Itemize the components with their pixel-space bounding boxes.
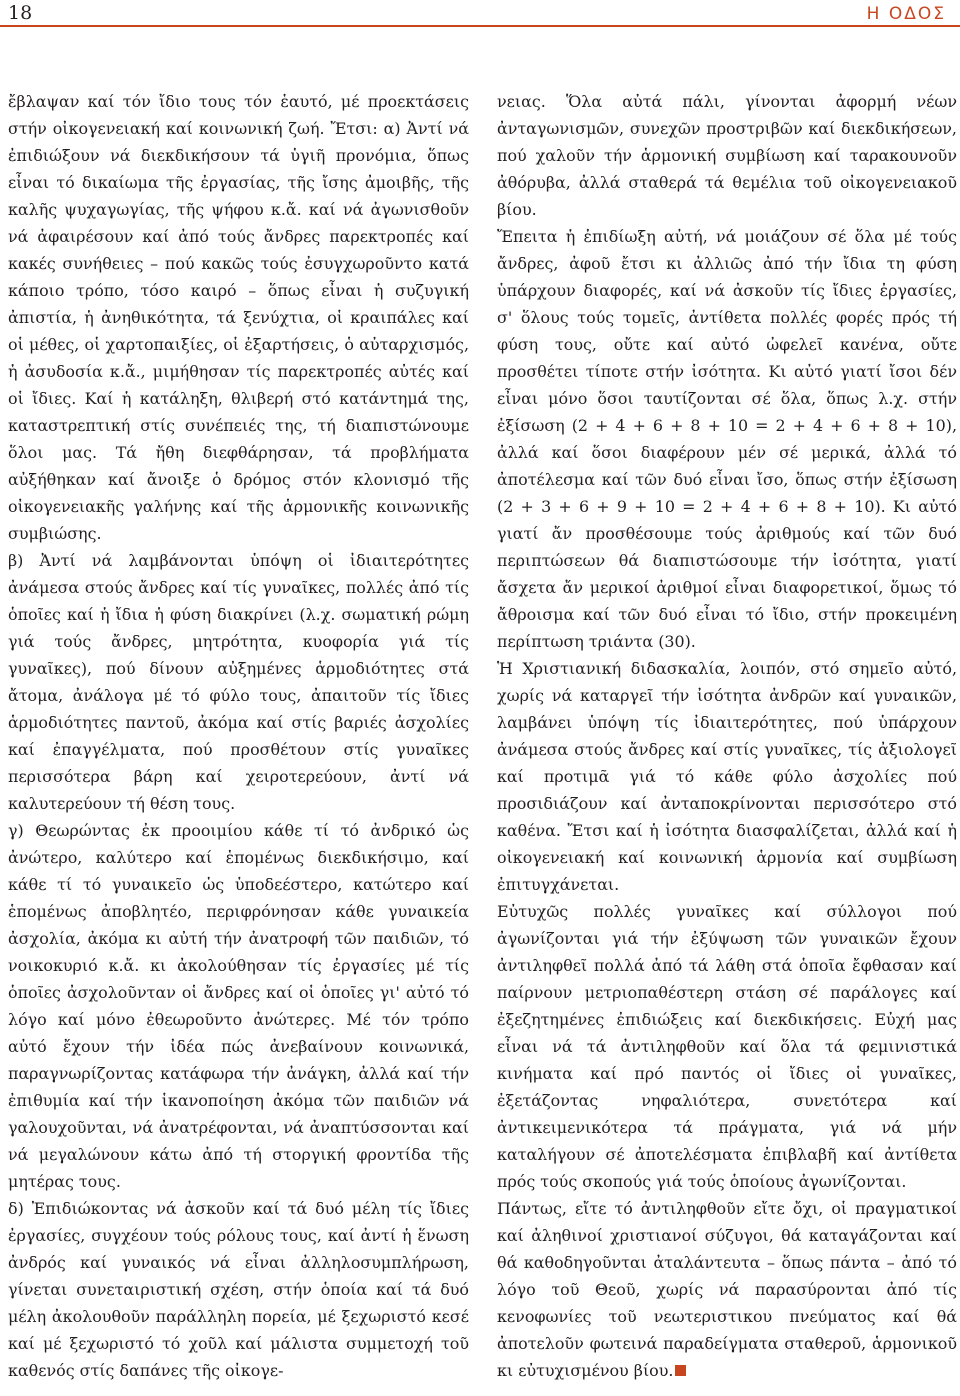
paragraph-last [497,1195,957,1384]
paragraph: ἔβλαψαν καί τόν ἴδιο τους τόν ἑαυτό, μέ προεκτάσεις στήν οἰκογενειακή καί κοινωνική ζωή. Ἔτσι: α) Ἀντί νά ἐπιδιώξουν νά διεκδικήσουν τά ὑγιῆ προνόμια, ὅπως εἶναι τό δικαίωμα τῆς ἐργασίας, τῆς ἴσης ἀμοιβῆς, τῆς καλῆς ψυχαγωγίας, τῆς ψήφου κ.ἄ. καί νά ἀγωνισθοῦν νά ἀφαιρέσουν καί ἀπό τούς ἄνδρες παρεκτροπές καί κακές συνήθειες – πού κακῶς τούς ἐσυγχωροῦντο κατά κάποιο τρόπο, τόσο καιρό – ὅπως εἶναι ἡ συζυγική ἀπιστία, ἡ ἀνηθικότητα, τά ξενύχτια, οἱ κραιπάλες καί οἱ μέθες, οἱ χαρτοπαιξίες, οἱ ἐξαρτήσεις, ὁ αὐταρχισμός, ἡ ἀσυδοσία κ.ἄ., μιμήθησαν τίς παρεκτροπές αὐτές καί οἱ ἴδιες. Καί ἡ κατάληξη, θλιβερή στό κατάντημά της, καταστρεπτική στίς συνέπειές της, τή διαπιστώνουμε ὅλοι μας. Τά ἤθη διεφθάρησαν, τά προβλήματα αὐξήθηκαν καί ἄνοιξε ὁ δρόμος στόν κλονισμό τῆς οἰκογενειακῆς γαλήνης καί τῆς ἁρμονικῆς κοινωνικῆς συμβιώσης. [8,92,469,543]
paragraph: νειας. Ὅλα αὐτά πάλι, γίνονται ἀφορμή νέων ἀνταγωνισμῶν, συνεχῶν προστριβῶν καί διεκδικήσεων, πού χαλοῦν τήν ἁρμονική συμβίωση καί ταρακουνοῦν ἀθόρυβα, ἀλλά σταθερά τά θεμέλια τοῦ οἰκογενειακοῦ βίου. [497,92,957,219]
paragraph: Ἔπειτα ἡ ἐπιδίωξη αὐτή, νά μοιάζουν σέ ὅλα μέ τούς ἄνδρες, ἀφοῦ ἔτσι κι ἀλλιῶς ἀπό τήν ἴδια τη φύση ὑπάρχουν διαφορές, καί νά ἀσκοῦν τίς ἴδιες ἐργασίες, σ' ὅλους τούς τομεῖς, ἀντίθετα πολλές φορές πρός τή φύση τους, οὔτε καί αὐτό ὠφελεῖ κανένα, οὔτε προσθέτει τίποτε στήν ἰσότητα. Κι αὐτό γιατί ἴσοι δέν εἶναι μόνο ὅσοι ταυτίζονται σέ ὅλα, ὅπως λ.χ. στήν ἐξίσωση (2 + 4 + 6 + 8 + 10 = 2 + 4 + 6 + 8 + 10), ἀλλά καί ὅσοι διαφέρουν μέν σέ μερικά, ἀλλά τό ἀποτέλεσμα καί τῶν δυό εἶναι ἴσο, ὅπως στήν ἐξίσωση (2 + 3 + 6 + 9 + 10 = 2 + 4 + 6 + 8 + 10). Κι αὐτό γιατί ἄν προσθέσουμε τούς ἀριθμούς καί τῶν δυό περιπτώσεων θά διαπιστώσουμε τήν ἰσότητα, γιατί ἄσχετα ἄν μερικοί ἀριθμοί εἶναι διαφορετικοί, ὅμως τό ἄθροισμα καί τῶν δυό εἶναι τό ἴδιο, στήν προκειμένη περίπτωση τριάντα (30). [497,227,957,651]
end-mark-icon [675,1365,686,1376]
paragraph: γ) Θεωρώντας ἐκ προοιμίου κάθε τί τό ἀνδρικό ὡς ἀνώτερο, καλύτερο καί ἑπομένως διεκδικήσιμο, καί κάθε τί τό γυναικεῖο ὡς ὑποδεέστερο, κατώτερο καί ἑπομένως ἀποβλητέο, περιφρόνησαν κάθε γυναικεία ἀσχολία, ἀκόμα κι αὐτή τήν ἀνατροφή τῶν παιδιῶν, τό νοικοκυριό κ.ἄ. κι ἀκολούθησαν τίς ἐργασίες μέ τίς ὁποῖες ἀσχολοῦνταν οἱ ἄνδρες καί οἱ ὁποῖες γι' αὐτό τό λόγο καί μόνο ἐθεωροῦντο ἀνώτερες. Μέ τόν τρόπο αὐτό ἔχουν τήν ἰδέα πώς ἀνεβαίνουν κοινωνικά, παραγνωρίζοντας κατάφωρα τήν ἀνάγκη, ἀλλά καί τήν ἐπιθυμία καί τήν ἱκανοποίηση ἀκόμα τῶν παιδιῶν νά γαλουχοῦνται, νά ἀνατρέφονται, νά ἀναπτύσσονται καί νά μεγαλώνουν κάτω ἀπό τή στοργική φροντίδα τῆς μητέρας τους. [8,821,469,1191]
paragraph: Εὐτυχῶς πολλές γυναῖκες καί σύλλογοι πού ἀγωνίζονται γιά τήν ἐξύψωση τῶν γυναικῶν ἔχουν ἀντιληφθεῖ πολλά ἀπό τά λάθη στά ὁποῖα ἔφθασαν καί παίρνουν μετριοπαθέστερη στάση σέ παράλογες καί ἐξεζητημένες ἐπιδιώξεις καί διεκδικήσεις. Εὐχή μας εἶναι νά τά ἀντιληφθοῦν καί ὅλα τά φεμινιστικά κινήματα καί πρό παντός οἱ ἴδιες οἱ γυναῖκες, ἐξετάζοντας νηφαλιότερα, συνετότερα καί ἀντικειμενικότερα τά πράγματα, γιά νά μήν καταλήγουν σέ ἀποτελέσματα ἐπιβλαβῆ καί ἀντίθετα πρός τούς σκοπούς γιά τούς ὁποίους ἀγωνίζονται. [497,902,957,1191]
page-number: 18 [8,2,33,24]
left-column [8,88,469,1384]
page-header [0,0,960,34]
paragraph: δ) Ἐπιδιώκοντας νά ἀσκοῦν καί τά δυό μέλη τίς ἴδιες ἐργασίες, συγχέουν τούς ρόλους τους, καί ἀντί ἡ ἕνωση ἀνδρός καί γυναικός νά εἶναι ἀλληλοσυμπλήρωση, γίνεται συνεταιριστική σχέση, στήν ὁποία καί τά δυό μέλη ἀκολουθοῦν παράλληλη πορεία, μέ ξεχωριστό κεσέ καί μέ ξεχωριστό τό χοῦλ καί μάλιστα συμμετοχή τοῦ καθενός στίς δαπάνες τῆς οἰκογε- [8,1199,469,1380]
header-rule [0,25,960,27]
right-column [497,88,957,1384]
paragraph: β) Ἀντί νά λαμβάνονται ὑπόψη οἱ ἰδιαιτερότητες ἀνάμεσα στούς ἄνδρες καί τίς γυναῖκες, πολλές ἀπό τίς ὁποῖες καί ἡ ἴδια ἡ φύση διακρίνει (λ.χ. σωματική ρώμη γιά τούς ἄνδρες, μητρότητα, κυοφορία γιά τίς γυναῖκες), πού δίνουν αὐξημένες ἁρμοδιότητες στά ἄτομα, ἀνάλογα μέ τό φύλο τους, ἀπαιτοῦν τίς ἴδιες ἁρμοδιότητες παντοῦ, ἀκόμα καί στίς βαριές ἀσχολίες καί ἐπαγγέλματα, πού προσθέτουν στίς γυναῖκες περισσότερα βάρη καί χειροτερεύουν, ἀντί νά καλυτερεύουν τή θέση τους. [8,551,469,813]
paragraph-last-text: Πάντως, εἴτε τό ἀντιληφθοῦν εἴτε ὄχι, οἱ πραγματικοί καί ἀληθινοί χριστιανοί σύζυγοι, θά καταγάζονται καί θά καθοδηγοῦνται ἀταλάντευτα – ὅπως πάντα – ἀπό τό λόγο τοῦ Θεοῦ, χωρίς νά παρασύρονται ἀπό τίς κενοφωνίες τοῦ νεωτεριστικου πνεύματος καί θά ἀποτελοῦν φωτεινά παραδείγματα σταθεροῦ, ἁρμονικοῦ κι εὐτυχισμένου βίου. [497,1199,957,1380]
paragraph: Ἡ Χριστιανική διδασκαλία, λοιπόν, στό σημεῖο αὐτό, χωρίς νά καταργεῖ τήν ἰσότητα ἀνδρῶν καί γυναικῶν, λαμβάνει ὑπόψη τίς ἰδιαιτερότητες, πού ὑπάρχουν ἀνάμεσα στούς ἄνδρες καί στίς γυναῖκες, τίς ἀξιολογεῖ καί προτιμᾶ γιά τό κάθε φύλο ἀσχολίες πού προσιδιάζουν καί ἀνταποκρίνονται περισσότερο στό καθένα. Ἔτσι καί ἡ ἰσότητα διασφαλίζεται, ἀλλά καί ἡ οἰκογενειακή καί κοινωνική ἁρμονία καί συμβίωση ἐπιτυγχάνεται. [497,659,957,894]
running-title: Η ΟΔΟΣ [866,4,946,24]
